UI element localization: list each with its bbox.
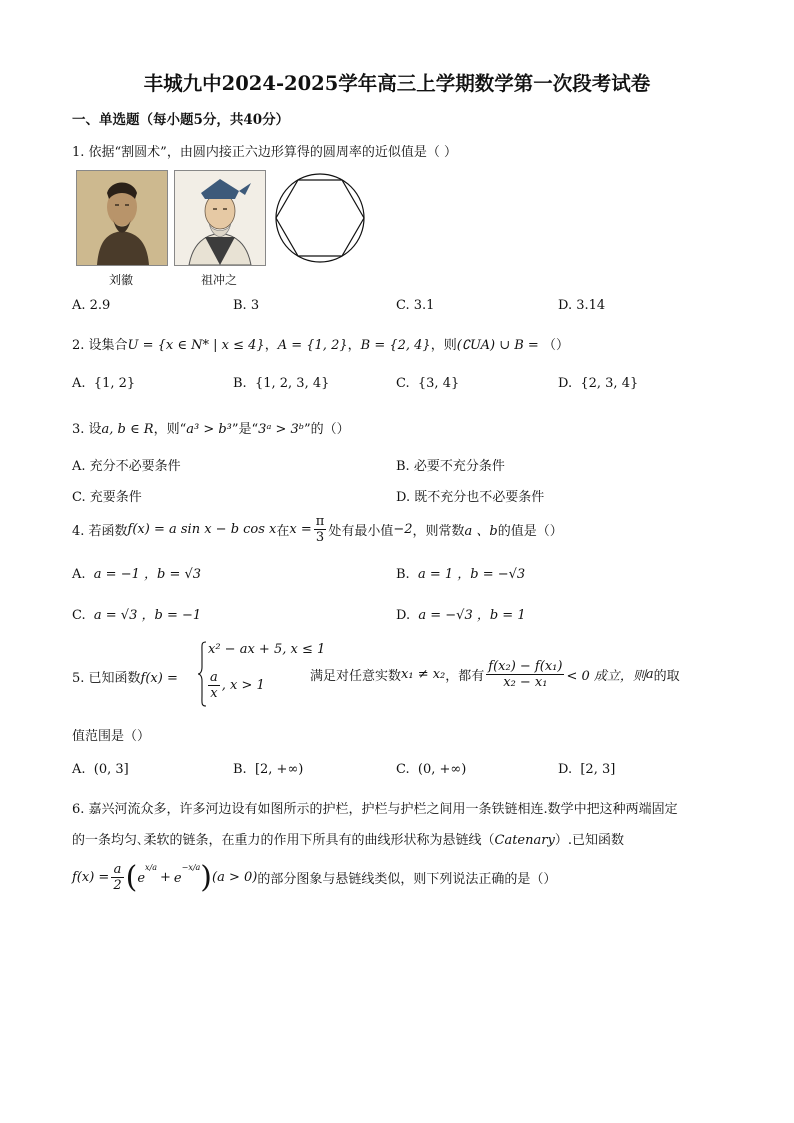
q6-catenary: Catenary <box>494 833 555 848</box>
q4-function: f(x) = a sin x − b cos x <box>127 522 277 537</box>
q5-option-d: D. [2, 3] <box>558 762 616 777</box>
q2-option-b: B. {1, 2, 3, 4} <box>233 376 330 391</box>
q6-function-line: f(x) = $\frac{a}{2}$ $(e^{x/a}+ e^{-x/a})(a > 0)$的部分图象与悬链线类似，则下列说法正确的是（） <box>72 860 557 895</box>
q2-stem <box>72 334 569 353</box>
q5-lead: 5. 已知函数f(x) = <box>72 671 178 686</box>
caption-zu-chongzhi: 祖冲之 <box>200 273 237 287</box>
q2-set-b: B = {2, 4} <box>360 338 431 353</box>
q2-text-e: = （） <box>523 338 569 353</box>
q3-option-b: B. 必要不充分条件 <box>396 459 505 474</box>
q2-expression: (∁UA) ∪ B <box>456 338 524 353</box>
caption-liu-hui: 刘徽 <box>108 273 133 287</box>
q2-text-c: ， <box>347 338 361 353</box>
section-heading: 一、单选题（每小题5分，共40分） <box>72 112 290 128</box>
q2-text-d: ，则 <box>430 338 457 353</box>
q5-piece-1: x² − ax + 5, x ≤ 1 <box>208 642 326 657</box>
q1-option-a: A. 2.9 <box>72 298 111 313</box>
q4-pi-over-3: $\frac{\pi}{3}$ <box>315 514 325 545</box>
q1-option-b: B. 3 <box>233 298 260 313</box>
q3-option-c: C. 充要条件 <box>72 490 142 505</box>
q6-exp-term-1: $e^{x/a}$ <box>137 863 157 886</box>
q3-condition-1: a³ > b³ <box>186 422 232 437</box>
q1-option-c: C. 3.1 <box>396 298 435 313</box>
q3-vars: a, b ∈ R <box>101 422 154 437</box>
hexagon-in-circle-figure <box>274 172 366 264</box>
zu-chongzhi-portrait <box>174 170 266 266</box>
q6-line-2: 的一条均匀､柔软的链条，在重力的作用下所具有的曲线形状称为悬链线（Catenary）.已知函数 <box>72 833 624 848</box>
q6-exp-term-2: $e^{-x/a}$ <box>173 863 201 886</box>
liu-hui-portrait <box>76 170 168 266</box>
q3-option-a: A. 充分不必要条件 <box>72 459 181 474</box>
q2-set-u: U = {x ∈ N* | x ≤ 4} <box>127 338 265 353</box>
q2-text-a: 2. 设集合 <box>72 338 128 353</box>
q5-option-b: B. [2, +∞) <box>233 762 304 777</box>
q5-option-a: A. (0, 3] <box>72 762 129 777</box>
q1-stem: 1. 依据“割圆术”，由圆内接正六边形算得的圆周率的近似值是（ ） <box>72 145 457 160</box>
q5-stem-cont: 值范围是（） <box>72 729 151 744</box>
page-title: 丰城九中2024-2025学年高三上学期数学第一次段考试卷 <box>143 72 651 95</box>
q1-option-d: D. 3.14 <box>558 298 606 313</box>
q5-option-c: C. (0, +∞) <box>396 762 467 777</box>
q5-difference-quotient: $\frac{\text{f(x₂) − f(x₁)}}{\text{x₂ − x₁}}$ <box>488 659 563 690</box>
q4-stem: 4. 若函数f(x) = a sin x − b cos x在x = $\frac{\pi}{3}$ 处有最小值−2，则常数a 、b的值是（） <box>72 514 563 545</box>
q6-a-over-2: $\frac{a}{2}$ <box>113 862 122 893</box>
q5-piece-2: $\frac{a}{x}$ , x > 1 <box>210 670 265 701</box>
q4-option-b: B. a = 1 ，b = −√3 <box>396 567 526 582</box>
q3-condition-2: 3ᵃ > 3ᵇ <box>258 422 304 437</box>
q4-option-d: D. a = −√3 ，b = 1 <box>396 608 526 623</box>
q4-option-a: A. a = −1 ，b = √3 <box>72 567 202 582</box>
q3-option-d: D. 既不充分也不必要条件 <box>396 490 545 505</box>
q4-option-c: C. a = √3 ，b = −1 <box>72 608 202 623</box>
q2-text-b: ， <box>264 338 278 353</box>
q5-condition: 满足对任意实数x₁ ≠ x₂，都有 $\frac{\text{f(x₂) − f(x₁)}}{\text{x₂ − x₁}}$ < 0 成立，则a的取 <box>310 659 680 690</box>
q2-set-a: A = {1, 2} <box>277 338 348 353</box>
q2-option-c: C. {3, 4} <box>396 376 460 391</box>
q2-option-a: A. {1, 2} <box>72 376 136 391</box>
q6-line-1: 6. 嘉兴河流众多，许多河边设有如图所示的护栏，护栏与护栏之间用一条铁链相连.数学中把这种两端固定 <box>72 802 678 817</box>
q3-stem: 3. 设a, b ∈ R，则“a³ > b³”是“3ᵃ > 3ᵇ”的（） <box>72 422 350 437</box>
q2-option-d: D. {2, 3, 4} <box>558 376 639 391</box>
